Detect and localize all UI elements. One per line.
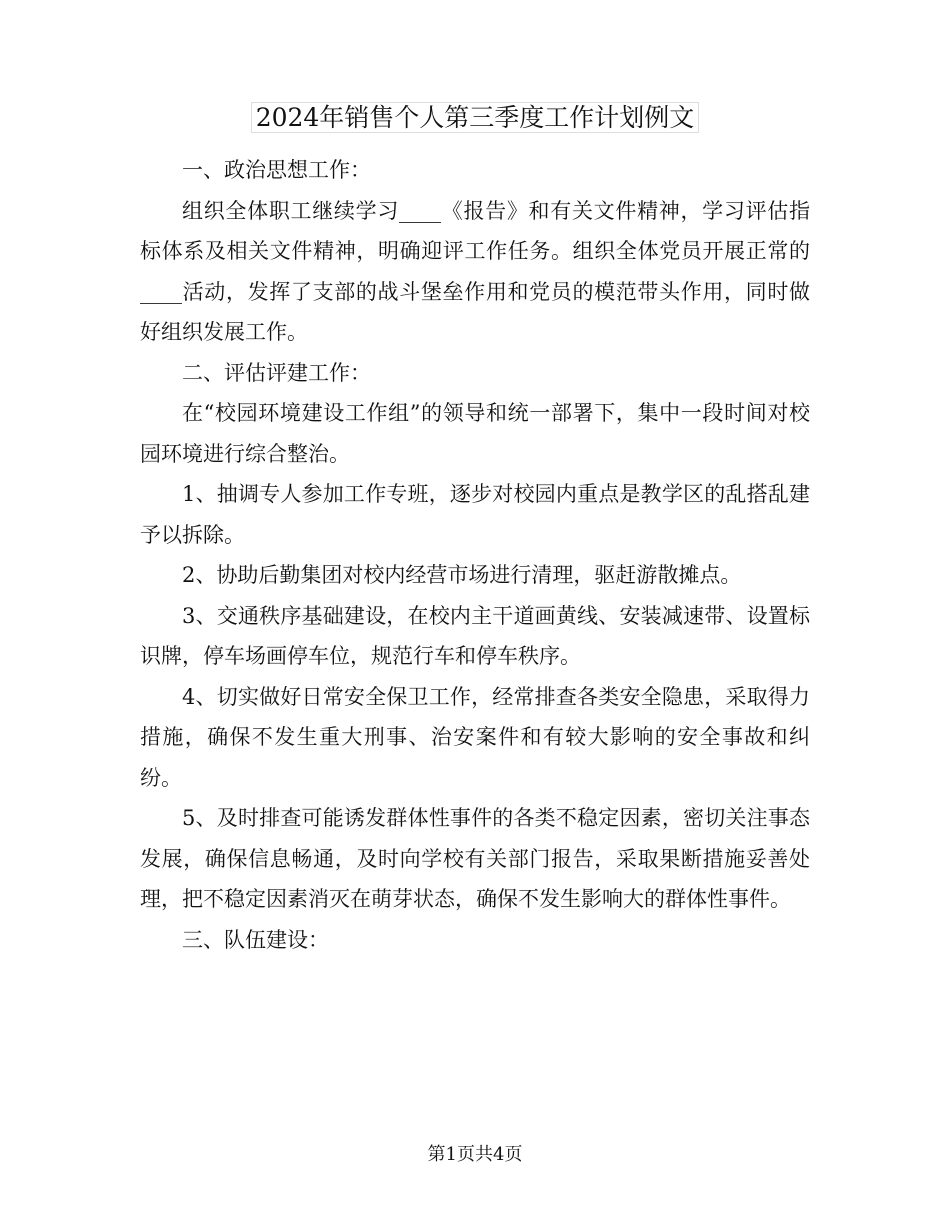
section-heading-political: 一、政治思想工作： (182, 158, 371, 182)
list-item-2: 2、协助后勤集团对校内经营市场进行清理，驱赶游散摊点。 (182, 563, 742, 587)
section-heading-team: 三、队伍建设： (182, 927, 329, 952)
paragraph-political-work: 组织全体职工继续学习____《报告》和有关文件精神，学习评估指标体系及相关文件精神，明确迎评工作任务。组织全体党员开展正常的____活动，发挥了支部的战斗堡垒作用和党员的模范带头作用，同时做好组织发展工作。 (140, 198, 810, 344)
list-item-4: 4、切实做好日常安全保卫工作，经常排查各类安全隐患，采取得力措施，确保不发生重大刑事、治安案件和有较大影响的安全事故和纠纷。 (140, 684, 810, 790)
list-item-3: 3、交通秩序基础建设，在校内主干道画黄线、安装减速带、设置标识牌，停车场画停车位，规范行车和停车秩序。 (140, 603, 810, 668)
document-title (0, 98, 950, 138)
document-body (140, 150, 810, 960)
page-number-footer: 第1页共4页 (427, 1144, 523, 1165)
list-item-1: 1、抽调专人参加工作专班，逐步对校园内重点是教学区的乱搭乱建予以拆除。 (140, 482, 810, 547)
section-heading-evaluation: 二、评估评建工作： (182, 360, 371, 385)
list-item-5: 5、及时排查可能诱发群体性事件的各类不稳定因素，密切关注事态发展，确保信息畅通，及时向学校有关部门报告，采取果断措施妥善处理，把不稳定因素消灭在萌芽状态，确保不发生影响大的群体性事件。 (140, 806, 810, 911)
paragraph-campus-environment: 在“校园环境建设工作组”的领导和统一部署下，集中一段时间对校园环境进行综合整治。 (140, 401, 810, 466)
document-title-text: 2024年销售个人第三季度工作计划例文 (251, 102, 700, 133)
